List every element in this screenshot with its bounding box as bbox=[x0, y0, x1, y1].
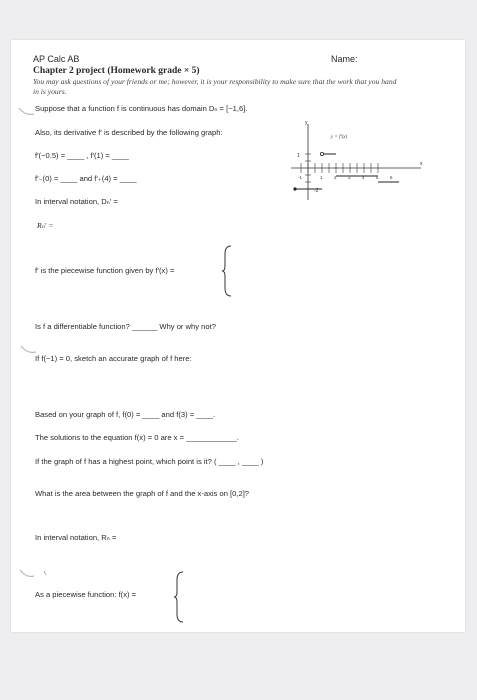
graph-x-tick: 4 bbox=[362, 175, 365, 180]
graph-x-tick: 2 bbox=[334, 175, 337, 180]
piecewise-brace bbox=[221, 244, 233, 298]
graph-x-tick: 6 bbox=[390, 175, 393, 180]
graph-x-axis-label: x bbox=[420, 161, 423, 167]
graph-curve-label: y = f′(x) bbox=[331, 135, 348, 140]
question-one-sided-derivatives: f′₋(0) = ____ and f′₊(4) = ____ bbox=[35, 174, 137, 183]
question-zeros: The solutions to the equation f(x) = 0 are x = ____________. bbox=[35, 433, 239, 442]
instructions-note: You may ask questions of your friends or me; however, it is your responsibility to make sure that the work that you hand in is yours. bbox=[33, 77, 397, 96]
graph-y-tick-neg2: -2 bbox=[314, 188, 319, 194]
graph-y-axis-label: y bbox=[305, 120, 308, 126]
question-domain: Suppose that a function f is continuous has domain Dₙ = [−1,6]. bbox=[35, 104, 248, 113]
question-highest-point: If the graph of f has a highest point, which point is it? ( ____ , ____ ) bbox=[35, 457, 264, 466]
graph-y-tick-1: 1 bbox=[297, 153, 300, 159]
graph-x-tick: 1 bbox=[320, 175, 323, 180]
pencil-mark bbox=[17, 104, 37, 118]
graph-open-point bbox=[320, 152, 323, 155]
question-differentiable: Is f a differentiable function? ______ Why or why not? bbox=[35, 322, 216, 331]
pencil-mark bbox=[18, 567, 52, 581]
course-label: AP Calc AB bbox=[33, 54, 80, 64]
graph-x-tick: 5 bbox=[376, 175, 379, 180]
question-derivative-intro: Also, its derivative f′ is described by the following graph: bbox=[35, 128, 223, 137]
question-piecewise-derivative: f′ is the piecewise function given by f′(x) = bbox=[35, 266, 175, 275]
graph-endpoint bbox=[293, 187, 296, 190]
question-area: What is the area between the graph of f and the x-axis on [0,2]? bbox=[35, 489, 250, 498]
graph-x-tick: -1 bbox=[298, 175, 303, 180]
piecewise-brace bbox=[173, 570, 185, 624]
derivative-graph bbox=[281, 118, 431, 208]
question-derivative-range: Rₙ′ = bbox=[37, 221, 54, 230]
question-range: In interval notation, Rₙ = bbox=[35, 533, 117, 542]
graph-x-tick: 3 bbox=[348, 175, 351, 180]
page-title: Chapter 2 project (Homework grade × 5) bbox=[33, 66, 200, 76]
question-piecewise-f: As a piecewise function: f(x) = bbox=[35, 590, 137, 599]
question-derivative-values: f′(−0.5) = ____ , f′(1) = ____ bbox=[35, 151, 129, 160]
name-label: Name: bbox=[331, 54, 358, 64]
question-sketch-graph: If f(−1) = 0, sketch an accurate graph of f here: bbox=[35, 354, 192, 363]
question-graph-values: Based on your graph of f, f(0) = ____ and f(3) = ____. bbox=[35, 410, 216, 419]
worksheet-page bbox=[11, 40, 465, 632]
question-derivative-domain: In interval notation, Dₙ′ = bbox=[35, 197, 118, 206]
